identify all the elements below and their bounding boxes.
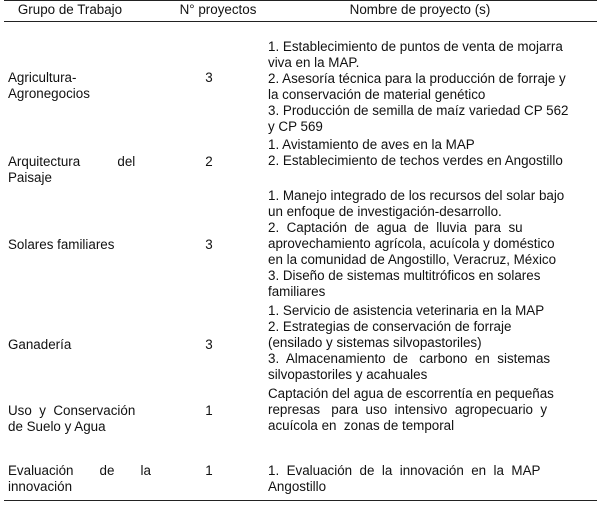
- project-line: aprovechamiento agrícola, acuícola y doméstico: [268, 236, 555, 251]
- row-arquitectura-group: [8, 154, 158, 186]
- project-line: 1. Evaluación de la innovación en la MAP: [268, 463, 541, 478]
- row-agricultura-count: 3: [205, 70, 213, 85]
- group-line: de Suelo y Agua: [8, 419, 106, 434]
- project-line: viva en la MAP.: [268, 55, 360, 70]
- project-line: familiares: [268, 284, 326, 299]
- group-line: Ganadería: [8, 337, 72, 352]
- row-agricultura-group: [8, 70, 158, 102]
- group-line: Uso y Conservación: [8, 403, 136, 418]
- row-arquitectura-projects: [268, 137, 593, 169]
- project-line: un enfoque de investigación-desarrollo.: [268, 204, 502, 219]
- project-line: 1. Manejo integrado de los recursos del solar bajo: [268, 188, 565, 203]
- group-line: Evaluación de la: [8, 463, 151, 478]
- row-ganaderia-count: 3: [205, 337, 213, 352]
- header-numero-proyectos: N° proyectos: [179, 2, 257, 17]
- project-line: 1. Establecimiento de puntos de venta de mojarra: [268, 39, 563, 54]
- table-top-rule: [4, 0, 597, 1]
- project-line: 2. Captación de agua de lluvia para su: [268, 220, 523, 235]
- row-ganaderia-group: [8, 337, 158, 353]
- project-line: 3. Producción de semilla de maíz variedad CP 562: [268, 103, 569, 118]
- header-nombre-proyecto: Nombre de proyecto (s): [349, 2, 491, 17]
- group-line: Paisaje: [8, 170, 52, 185]
- project-line: 3. Diseño de sistemas multitróficos en solares: [268, 268, 541, 283]
- row-solares-group: [8, 237, 158, 253]
- project-line: 3. Almacenamiento de carbono en sistemas: [268, 351, 551, 366]
- row-arquitectura-count: 2: [205, 154, 213, 169]
- project-line: Angostillo: [268, 479, 327, 494]
- project-line: 2. Estrategias de conservación de forraje: [268, 319, 512, 334]
- table-bottom-rule: [4, 500, 597, 501]
- project-line: y CP 569: [268, 119, 323, 134]
- row-suelo-agua-group: [8, 403, 158, 435]
- row-solares-count: 3: [205, 237, 213, 252]
- project-line: acuícola en zonas de temporal: [268, 418, 455, 433]
- header-rule: [4, 21, 597, 22]
- group-line: Agronegocios: [8, 86, 90, 101]
- project-line: represas para uso intensivo agropecuario y: [268, 402, 548, 417]
- project-line: 1. Avistamiento de aves en la MAP: [268, 137, 475, 152]
- row-suelo-agua-projects: [268, 386, 593, 434]
- project-line: 2. Asesoría técnica para la producción de forraje y: [268, 71, 566, 86]
- project-line: la conservación de material genético: [268, 87, 486, 102]
- row-ganaderia-projects: [268, 303, 593, 383]
- project-line: en la comunidad de Angostillo, Veracruz, México: [268, 252, 557, 267]
- row-suelo-agua-count: 1: [205, 403, 213, 418]
- header-grupo-de-trabajo: Grupo de Trabajo: [17, 2, 123, 17]
- project-line: 1. Servicio de asistencia veterinaria en la MAP: [268, 303, 545, 318]
- group-line: Arquitectura del: [8, 154, 136, 169]
- group-line: Agricultura-: [8, 70, 77, 85]
- group-line: Solares familiares: [8, 237, 115, 252]
- project-line: Captación del agua de escorrentía en pequeñas: [268, 386, 554, 401]
- row-agricultura-projects: [268, 39, 593, 135]
- project-line: (ensilado y sistemas silvopastoriles): [268, 335, 482, 350]
- project-line: silvopastoriles y acahuales: [268, 367, 428, 382]
- row-solares-projects: [268, 188, 593, 300]
- row-evaluacion-projects: [268, 463, 593, 495]
- row-evaluacion-count: 1: [205, 463, 213, 478]
- row-evaluacion-group: [8, 463, 158, 495]
- group-line: innovación: [8, 479, 73, 494]
- project-line: 2. Establecimiento de techos verdes en Angostillo: [268, 153, 563, 168]
